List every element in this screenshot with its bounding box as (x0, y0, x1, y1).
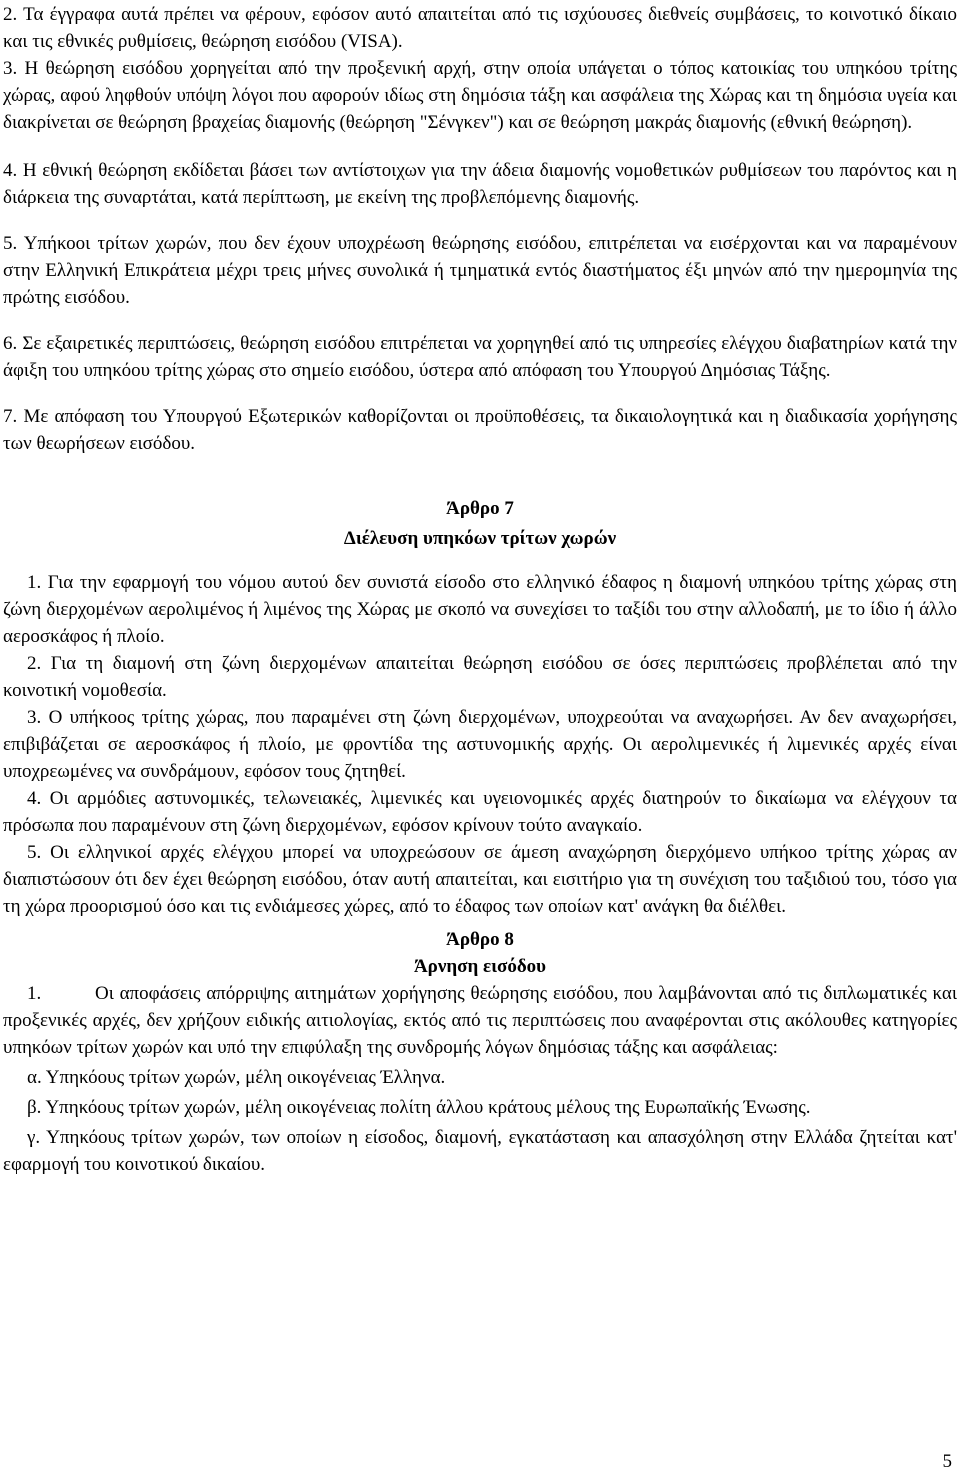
article-8-title: Άρνηση εισόδου (413, 956, 547, 977)
paragraph-3: 3. Η θεώρηση εισόδου χορηγείται από την προξενική αρχή, στην οποία υπάγεται ο τόπος κατοικίας του υπηκόου τρίτης χώρας, αφού ληφθούν υπόψη λόγοι που αφορούν ιδίως στη δημόσια τάξη και ασφάλεια της Χώρας και τη δημόσια υγεία και διακρίνεται σε θεώρηση βραχείας διαμονής (θεώρηση "Σένγκεν") και σε θεώρηση μακράς διαμονής (εθνική θεώρηση). (3, 58, 957, 133)
paragraph-6: 6. Σε εξαιρετικές περιπτώσεις, θεώρηση εισόδου επιτρέπεται να χορηγηθεί από τις υπηρεσίες ελέγχου διαβατηρίων κατά την άφιξη του υπηκόου τρίτης χώρας στο σημείο εισόδου, ύστερα από απόφαση του Υπουργού Δημόσιας Τάξης. (3, 333, 957, 381)
article-8-paragraph-1-number: 1. (27, 983, 42, 1004)
article-8-paragraph-1-text: Οι αποφάσεις απόρριψης αιτημάτων χορήγησης θεώρησης εισόδου, που λαμβάνονται από τις διπλωματικές και προξενικές αρχές, δεν χρήζουν ειδικής αιτιολογίας, εκτός από τις περιπτώσεις που αναφέρονται στις ακόλουθες κατηγορίες υπηκόων τρίτων χωρών και υπό την επιφύλαξη της συνδρομής λόγων δημόσιας τάξης και ασφάλειας: (3, 983, 957, 1058)
paragraph-2: 2. Τα έγγραφα αυτά πρέπει να φέρουν, εφόσον αυτό απαιτείται από τις ισχύουσες διεθνείς συμβάσεις, το κοινοτικό δίκαιο και τις εθνικές ρυθμίσεις, θεώρηση εισόδου (VISA). (3, 4, 957, 52)
article-7-paragraph-5: 5. Οι ελληνικοί αρχές ελέγχου μπορεί να υποχρεώσουν σε άμεση αναχώρηση διερχόμενο υπήκοο τρίτης χώρας αν διαπιστώσουν ότι δεν έχει θεώρηση εισόδου, όταν αυτή απαιτείται, και εισιτήριο για τη συνέχιση του ταξιδιού του, τόσο για τη χώρα προορισμού όσο και τις ενδιάμεσες χώρες, από το έδαφος των οποίων κατ' ανάγκη θα διέλθει. (3, 842, 957, 917)
article-8-number: Άρθρο 8 (446, 929, 514, 950)
article-8-item-b: β. Υπηκόους τρίτων χωρών, μέλη οικογένειας πολίτη άλλου κράτους μέλους της Ευρωπαϊκής Ένωσης. (27, 1097, 811, 1118)
article-8-item-a: α. Υπηκόους τρίτων χωρών, μέλη οικογένειας Έλληνα. (27, 1067, 446, 1088)
article-7-number: Άρθρο 7 (446, 498, 514, 519)
article-7-paragraph-1: 1. Για την εφαρμογή του νόμου αυτού δεν συνιστά είσοδο στο ελληνικό έδαφος η διαμονή υπηκόου τρίτης χώρας στη ζώνη διερχομένων αερολιμένος ή λιμένος της Χώρας με σκοπό να συνεχίσει το ταξίδι του στην αλλοδαπή, με το ίδιο ή άλλο αεροσκάφος ή πλοίο. (3, 572, 957, 647)
document-page (3, 0, 957, 1178)
page-number: 5 (942, 1451, 952, 1472)
paragraph-5: 5. Υπήκοοι τρίτων χωρών, που δεν έχουν υποχρέωση θεώρησης εισόδου, επιτρέπεται να εισέρχονται και να παραμένουν στην Ελληνική Επικράτεια μέχρι τρεις μήνες συνολικά ή τμηματικά εντός διαστήματος έξι μηνών από την ημερομηνία της πρώτης εισόδου. (3, 233, 957, 308)
article-8-paragraph-1 (3, 980, 957, 1061)
article-8-item-c: γ. Υπηκόους τρίτων χωρών, των οποίων η είσοδος, διαμονή, εγκατάσταση και απασχόληση στην Ελλάδα ζητείται κατ' εφαρμογή του κοινοτικού δικαίου. (3, 1127, 957, 1175)
article-7-paragraph-2: 2. Για τη διαμονή στη ζώνη διερχομένων απαιτείται θεώρηση εισόδου σε όσες περιπτώσεις προβλέπεται από την κοινοτική νομοθεσία. (3, 653, 957, 701)
paragraph-4: 4. Η εθνική θεώρηση εκδίδεται βάσει των αντίστοιχων για την άδεια διαμονής νομοθετικών ρυθμίσεων του παρόντος και η διάρκεια της συναρτάται, κατά περίπτωση, με εκείνη της προβλεπόμενης διαμονής. (3, 160, 957, 208)
article-7-title: Διέλευση υπηκόων τρίτων χωρών (343, 528, 617, 549)
article-7-paragraph-3: 3. Ο υπήκοος τρίτης χώρας, που παραμένει στη ζώνη διερχομένων, υποχρεούται να αναχωρήσει. Αν δεν αναχωρήσει, επιβιβάζεται σε αεροσκάφος ή πλοίο, με φροντίδα της αστυνομικής αρχής. Οι αερολιμενικές ή λιμενικές αρχές είναι υποχρεωμένες να συνδράμουν, εφόσον τους ζητηθεί. (3, 707, 957, 782)
article-7-paragraph-4: 4. Οι αρμόδιες αστυνομικές, τελωνειακές, λιμενικές και υγειονομικές αρχές διατηρούν το δικαίωμα να ελέγχουν τα πρόσωπα που παραμένουν στη ζώνη διερχομένων, εφόσον κρίνουν τούτο αναγκαίο. (3, 788, 957, 836)
paragraph-7: 7. Με απόφαση του Υπουργού Εξωτερικών καθορίζονται οι προϋποθέσεις, τα δικαιολογητικά και η διαδικασία χορήγησης των θεωρήσεων εισόδου. (3, 406, 957, 454)
